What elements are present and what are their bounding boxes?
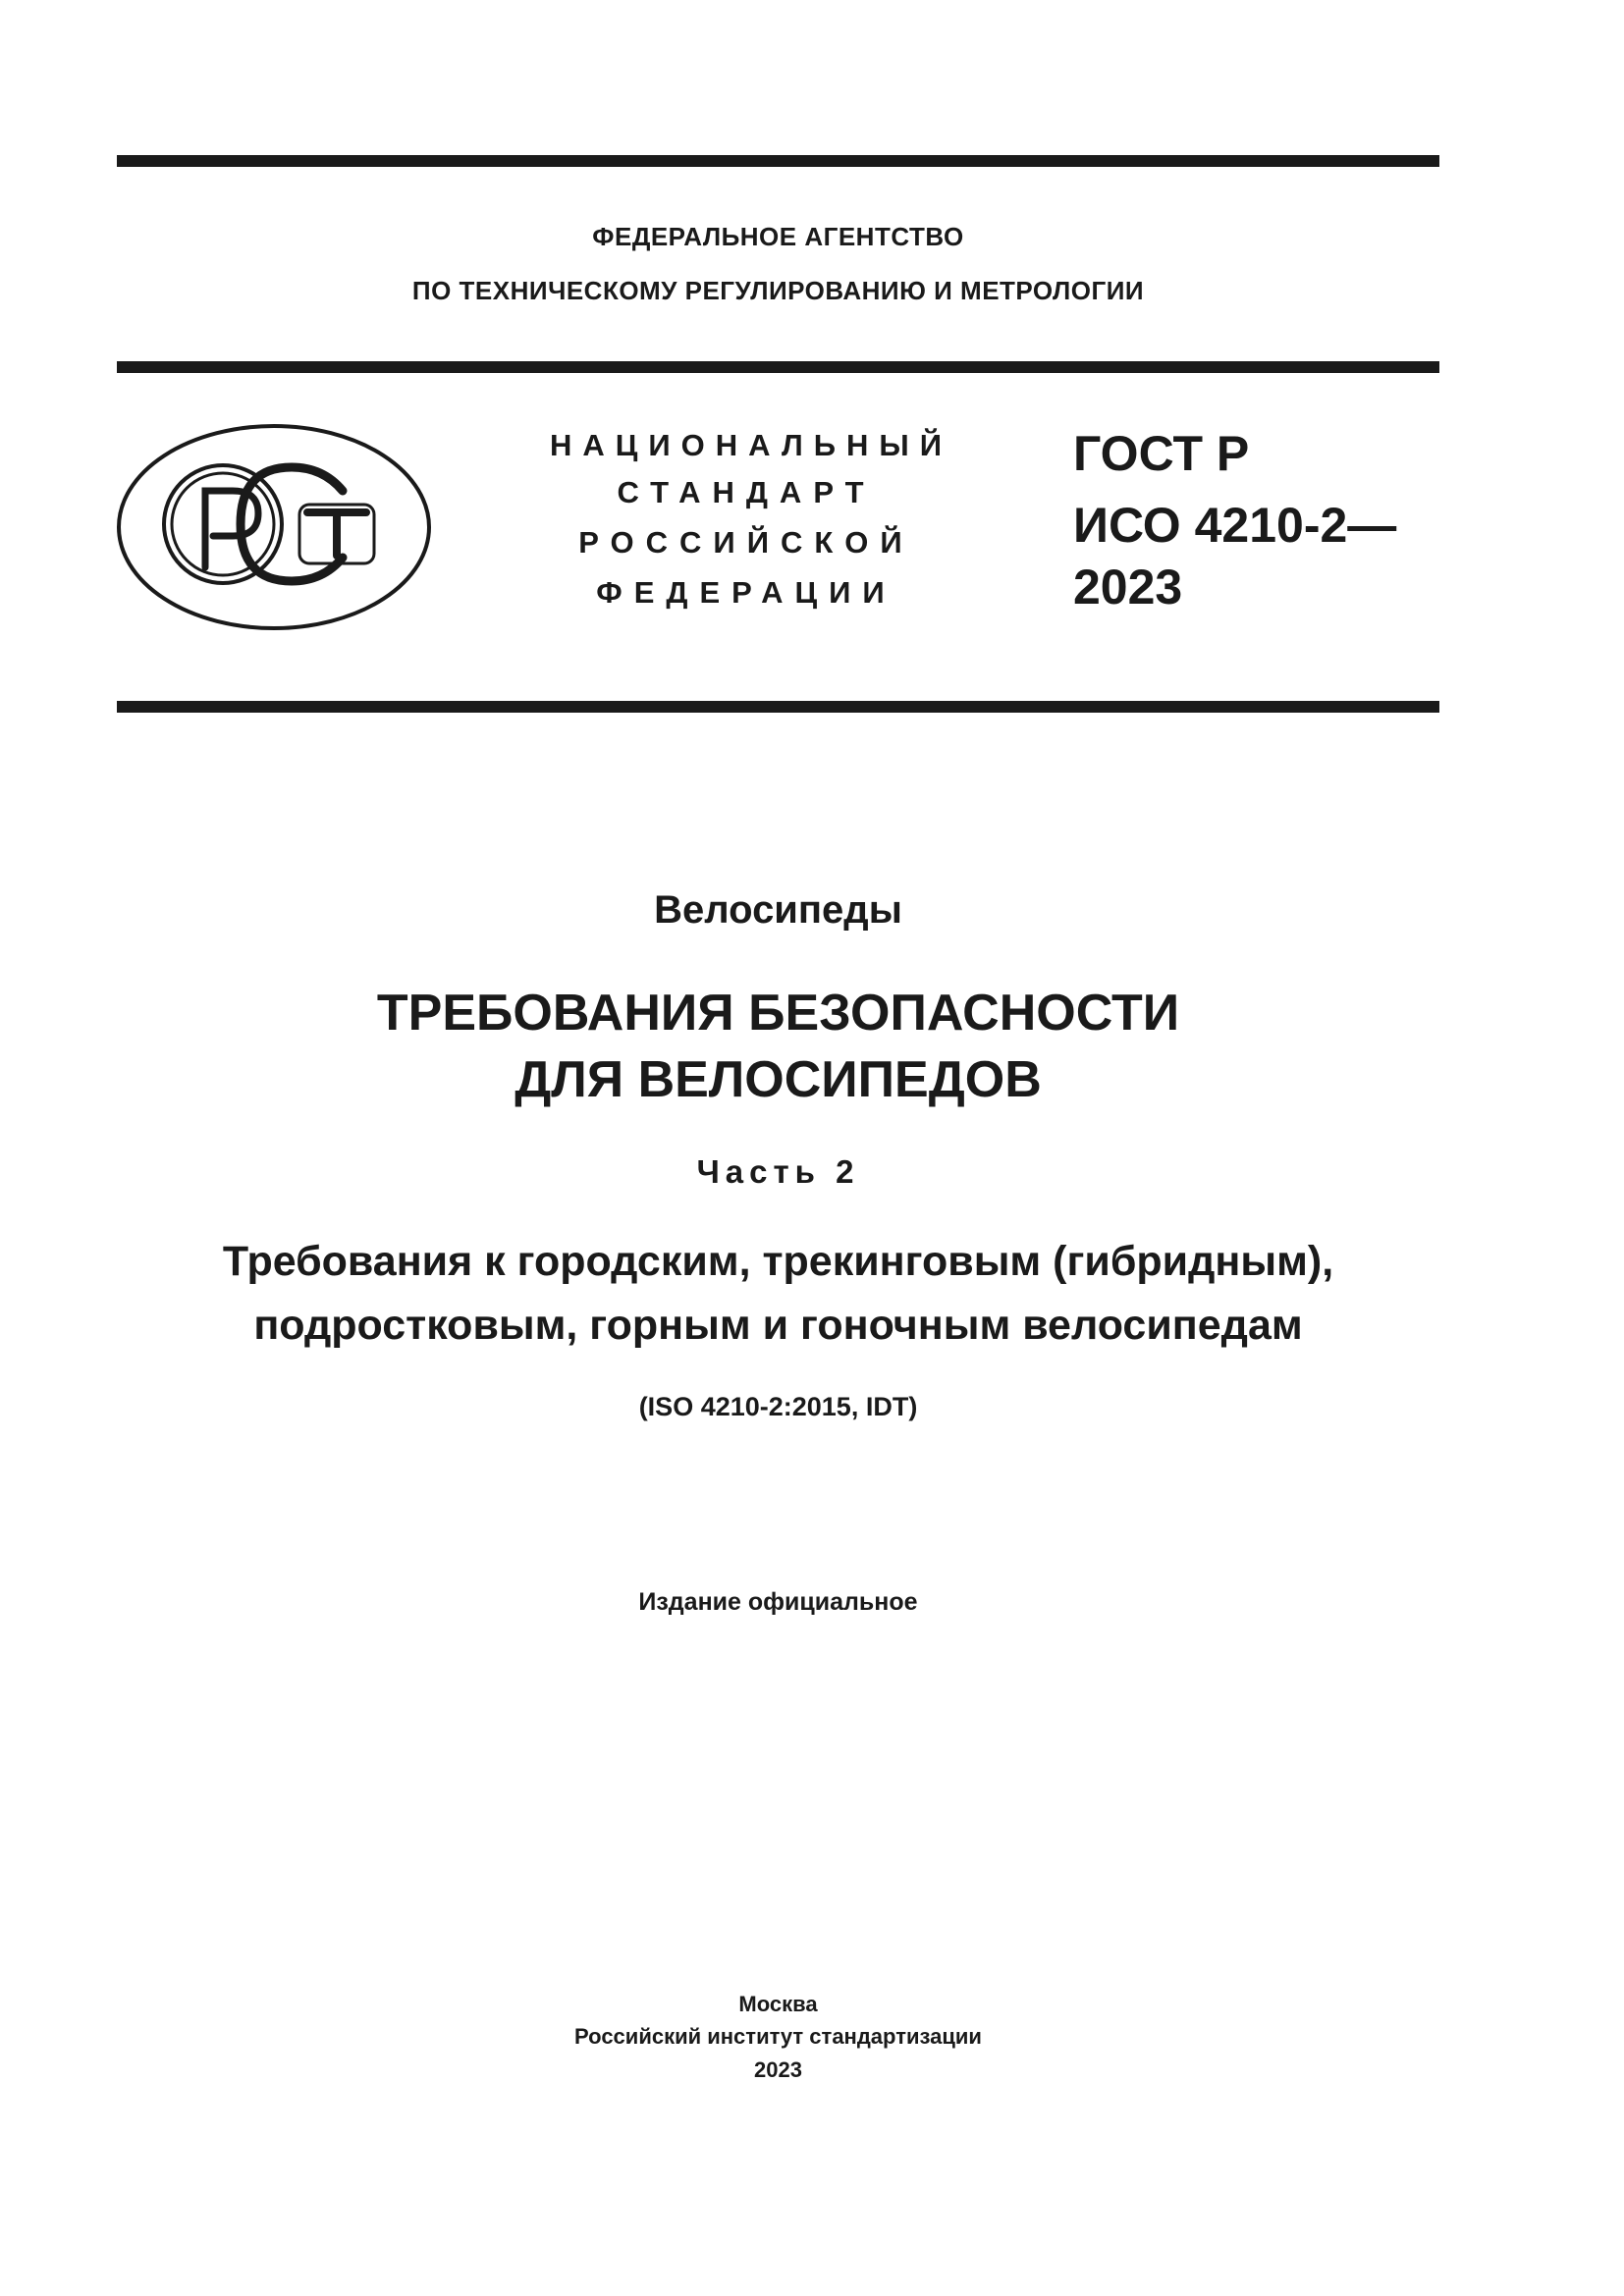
standard-type-line2: СТАНДАРТ xyxy=(617,475,876,509)
edition-note: Издание официальное xyxy=(638,1588,918,1616)
designation-line3: 2023 xyxy=(1073,560,1183,614)
rst-certification-mark-icon xyxy=(115,422,433,632)
top-divider-rule xyxy=(117,155,1439,167)
standard-type-line4: ФЕДЕРАЦИИ xyxy=(596,575,896,610)
agency-name-line2: ПО ТЕХНИЧЕСКОМУ РЕГУЛИРОВАНИЮ И МЕТРОЛОГИИ xyxy=(411,276,1145,305)
imprint-city: Москва xyxy=(738,1992,818,2016)
imprint-year: 2023 xyxy=(754,2057,802,2082)
imprint-publisher: Российский институт стандартизации xyxy=(574,2024,982,2049)
main-title-line1: ТРЕБОВАНИЯ БЕЗОПАСНОСТИ xyxy=(376,985,1180,1041)
agency-name-line1: ФЕДЕРАЛЬНОЕ АГЕНТСТВО xyxy=(592,222,964,251)
designation-line1: ГОСТ Р xyxy=(1073,426,1250,481)
standard-type-line1: НАЦИОНАЛЬНЫЙ xyxy=(549,428,953,462)
standard-type-line3: РОССИЙСКОЙ xyxy=(578,525,914,560)
designation-line2: ИСО 4210-2— xyxy=(1073,498,1397,553)
middle-divider-rule xyxy=(117,361,1439,373)
lower-divider-rule xyxy=(117,701,1439,713)
subtitle-line2: подростковым, горным и гоночным велосипедам xyxy=(253,1302,1303,1349)
main-title-line2: ДЛЯ ВЕЛОСИПЕДОВ xyxy=(514,1051,1042,1108)
iso-reference: (ISO 4210-2:2015, IDT) xyxy=(638,1392,918,1421)
document-subject: Велосипеды xyxy=(654,888,902,932)
subtitle-line1: Требования к городским, трекинговым (гибридным), xyxy=(222,1238,1334,1285)
part-number: Часть 2 xyxy=(696,1153,860,1190)
